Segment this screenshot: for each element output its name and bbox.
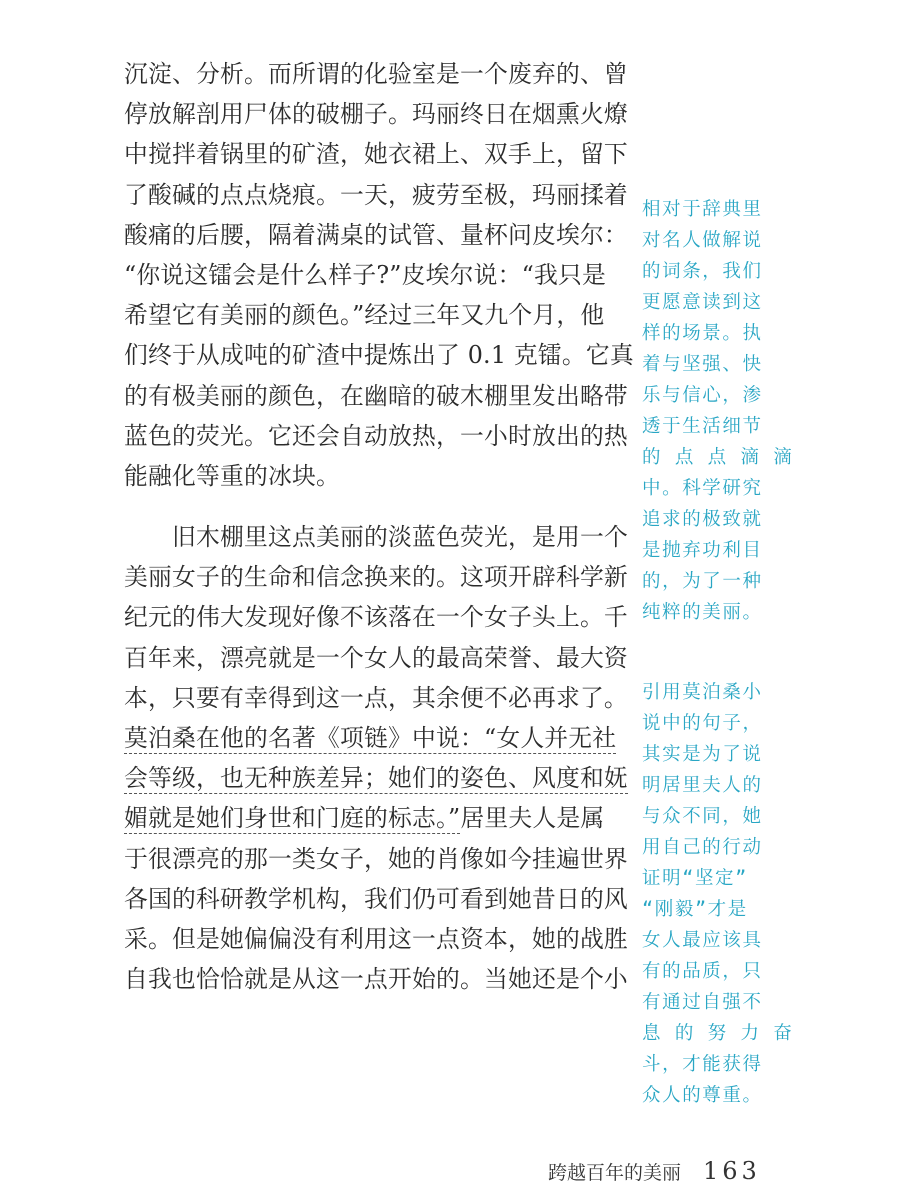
note-line: 相对于辞典里 bbox=[642, 199, 763, 220]
note-line: 对名人做解说 bbox=[642, 230, 763, 251]
text-line: 采。但是她偏偏没有利用这一点资本，她的战胜 bbox=[124, 924, 628, 953]
text-line bbox=[124, 758, 628, 798]
text-line: 了酸碱的点点烧痕。一天，疲劳至极，玛丽揉着 bbox=[124, 180, 628, 209]
underlined-quote: 莫泊桑在他的名著《项链》中说：“女人并无社 bbox=[124, 724, 617, 752]
text-line: 百年来，漂亮就是一个女人的最高荣誉、最大资 bbox=[124, 643, 628, 672]
note-line: 的 点 点 滴 滴 bbox=[642, 447, 794, 468]
text-line: 能融化等重的冰块。 bbox=[124, 461, 340, 490]
note-line: “刚毅”才是 bbox=[642, 899, 748, 920]
text-line: 中搅拌着锅里的矿渣，她衣裙上、双手上，留下 bbox=[124, 140, 628, 169]
note-line: 追求的极致就 bbox=[642, 509, 763, 530]
text-line: 停放解剖用尸体的破棚子。玛丽终日在烟熏火燎 bbox=[124, 100, 628, 129]
note-line: 的，为了一种 bbox=[642, 571, 763, 592]
note-line: 中。科学研究 bbox=[642, 478, 763, 499]
text-line: 美丽女子的生命和信念换来的。这项开辟科学新 bbox=[124, 563, 628, 592]
text-line: “你说这镭会是什么样子?”皮埃尔说：“我只是 bbox=[124, 260, 606, 289]
note-line: 乐与信心，渗 bbox=[642, 385, 763, 406]
note-line: 说中的句子， bbox=[642, 713, 763, 734]
text-line bbox=[124, 718, 617, 758]
text-fragment: 居里夫人是属 bbox=[460, 804, 605, 833]
text-line: 沉淀、分析。而所谓的化验室是一个废弃的、曾 bbox=[124, 60, 628, 88]
note-line: 众人的尊重。 bbox=[642, 1085, 763, 1106]
page-number: 163 bbox=[703, 1157, 761, 1185]
text-line: 的有极美丽的颜色，在幽暗的破木棚里发出略带 bbox=[124, 381, 628, 410]
note-line: 其实是为了说 bbox=[642, 744, 763, 765]
text-line: 于很漂亮的那一类女子，她的肖像如今挂遍世界 bbox=[124, 844, 628, 873]
text-line: 纪元的伟大发现好像不该落在一个女子头上。千 bbox=[124, 603, 628, 632]
note-line: 是抛弃功利目 bbox=[642, 540, 763, 561]
note-line: 引用莫泊桑小 bbox=[642, 682, 763, 703]
note-line: 透于生活细节 bbox=[642, 416, 763, 437]
text-line: 们终于从成吨的矿渣中提炼出了 0.1 克镭。它真 bbox=[124, 341, 634, 370]
note-line: 证明“坚定” bbox=[642, 868, 748, 889]
note-line: 样的场景。执 bbox=[642, 323, 763, 344]
text-line: 希望它有美丽的颜色。”经过三年又九个月，他 bbox=[124, 301, 605, 330]
note-line: 的词条，我们 bbox=[642, 261, 763, 282]
page-footer bbox=[548, 1158, 778, 1186]
text-line: 各国的科研教学机构，我们仍可看到她昔日的风 bbox=[124, 884, 628, 913]
paragraph-gap bbox=[124, 496, 614, 517]
chapter-title: 跨越百年的美丽 bbox=[548, 1162, 682, 1184]
note-line: 有的品质，只 bbox=[642, 961, 763, 982]
note-line: 着与坚强、快 bbox=[642, 354, 763, 375]
note-line: 有通过自强不 bbox=[642, 992, 763, 1013]
note-line: 更愿意读到这 bbox=[642, 292, 763, 313]
side-note-2 bbox=[642, 677, 794, 1111]
text-line bbox=[124, 798, 614, 838]
note-line: 息 的 努 力 奋 bbox=[642, 1023, 794, 1044]
underlined-quote: 媚就是她们身世和门庭的标志。” bbox=[124, 804, 461, 833]
note-line: 明居里夫人的 bbox=[642, 775, 763, 796]
note-line: 与众不同，她 bbox=[642, 806, 763, 827]
note-line: 纯粹的美丽。 bbox=[642, 602, 763, 623]
note-line: 斗，才能获得 bbox=[642, 1054, 763, 1075]
text-line: 自我也恰恰就是从这一点开始的。当她还是个小 bbox=[124, 965, 628, 994]
main-text bbox=[124, 54, 634, 999]
side-note-1 bbox=[642, 194, 794, 628]
note-line: 女人最应该具 bbox=[642, 930, 763, 951]
text-line: 蓝色的荧光。它还会自动放热，一小时放出的热 bbox=[124, 421, 628, 450]
text-line: 酸痛的后腰，隔着满桌的试管、量杯问皮埃尔： bbox=[124, 220, 628, 249]
text-line: 本，只要有幸得到这一点，其余便不必再求了。 bbox=[124, 683, 628, 712]
underlined-quote: 会等级，也无种族差异；她们的姿色、风度和妩 bbox=[124, 764, 628, 793]
text-line: 旧木棚里这点美丽的淡蓝色荧光，是用一个 bbox=[172, 523, 628, 552]
note-line: 用自己的行动 bbox=[642, 837, 763, 858]
